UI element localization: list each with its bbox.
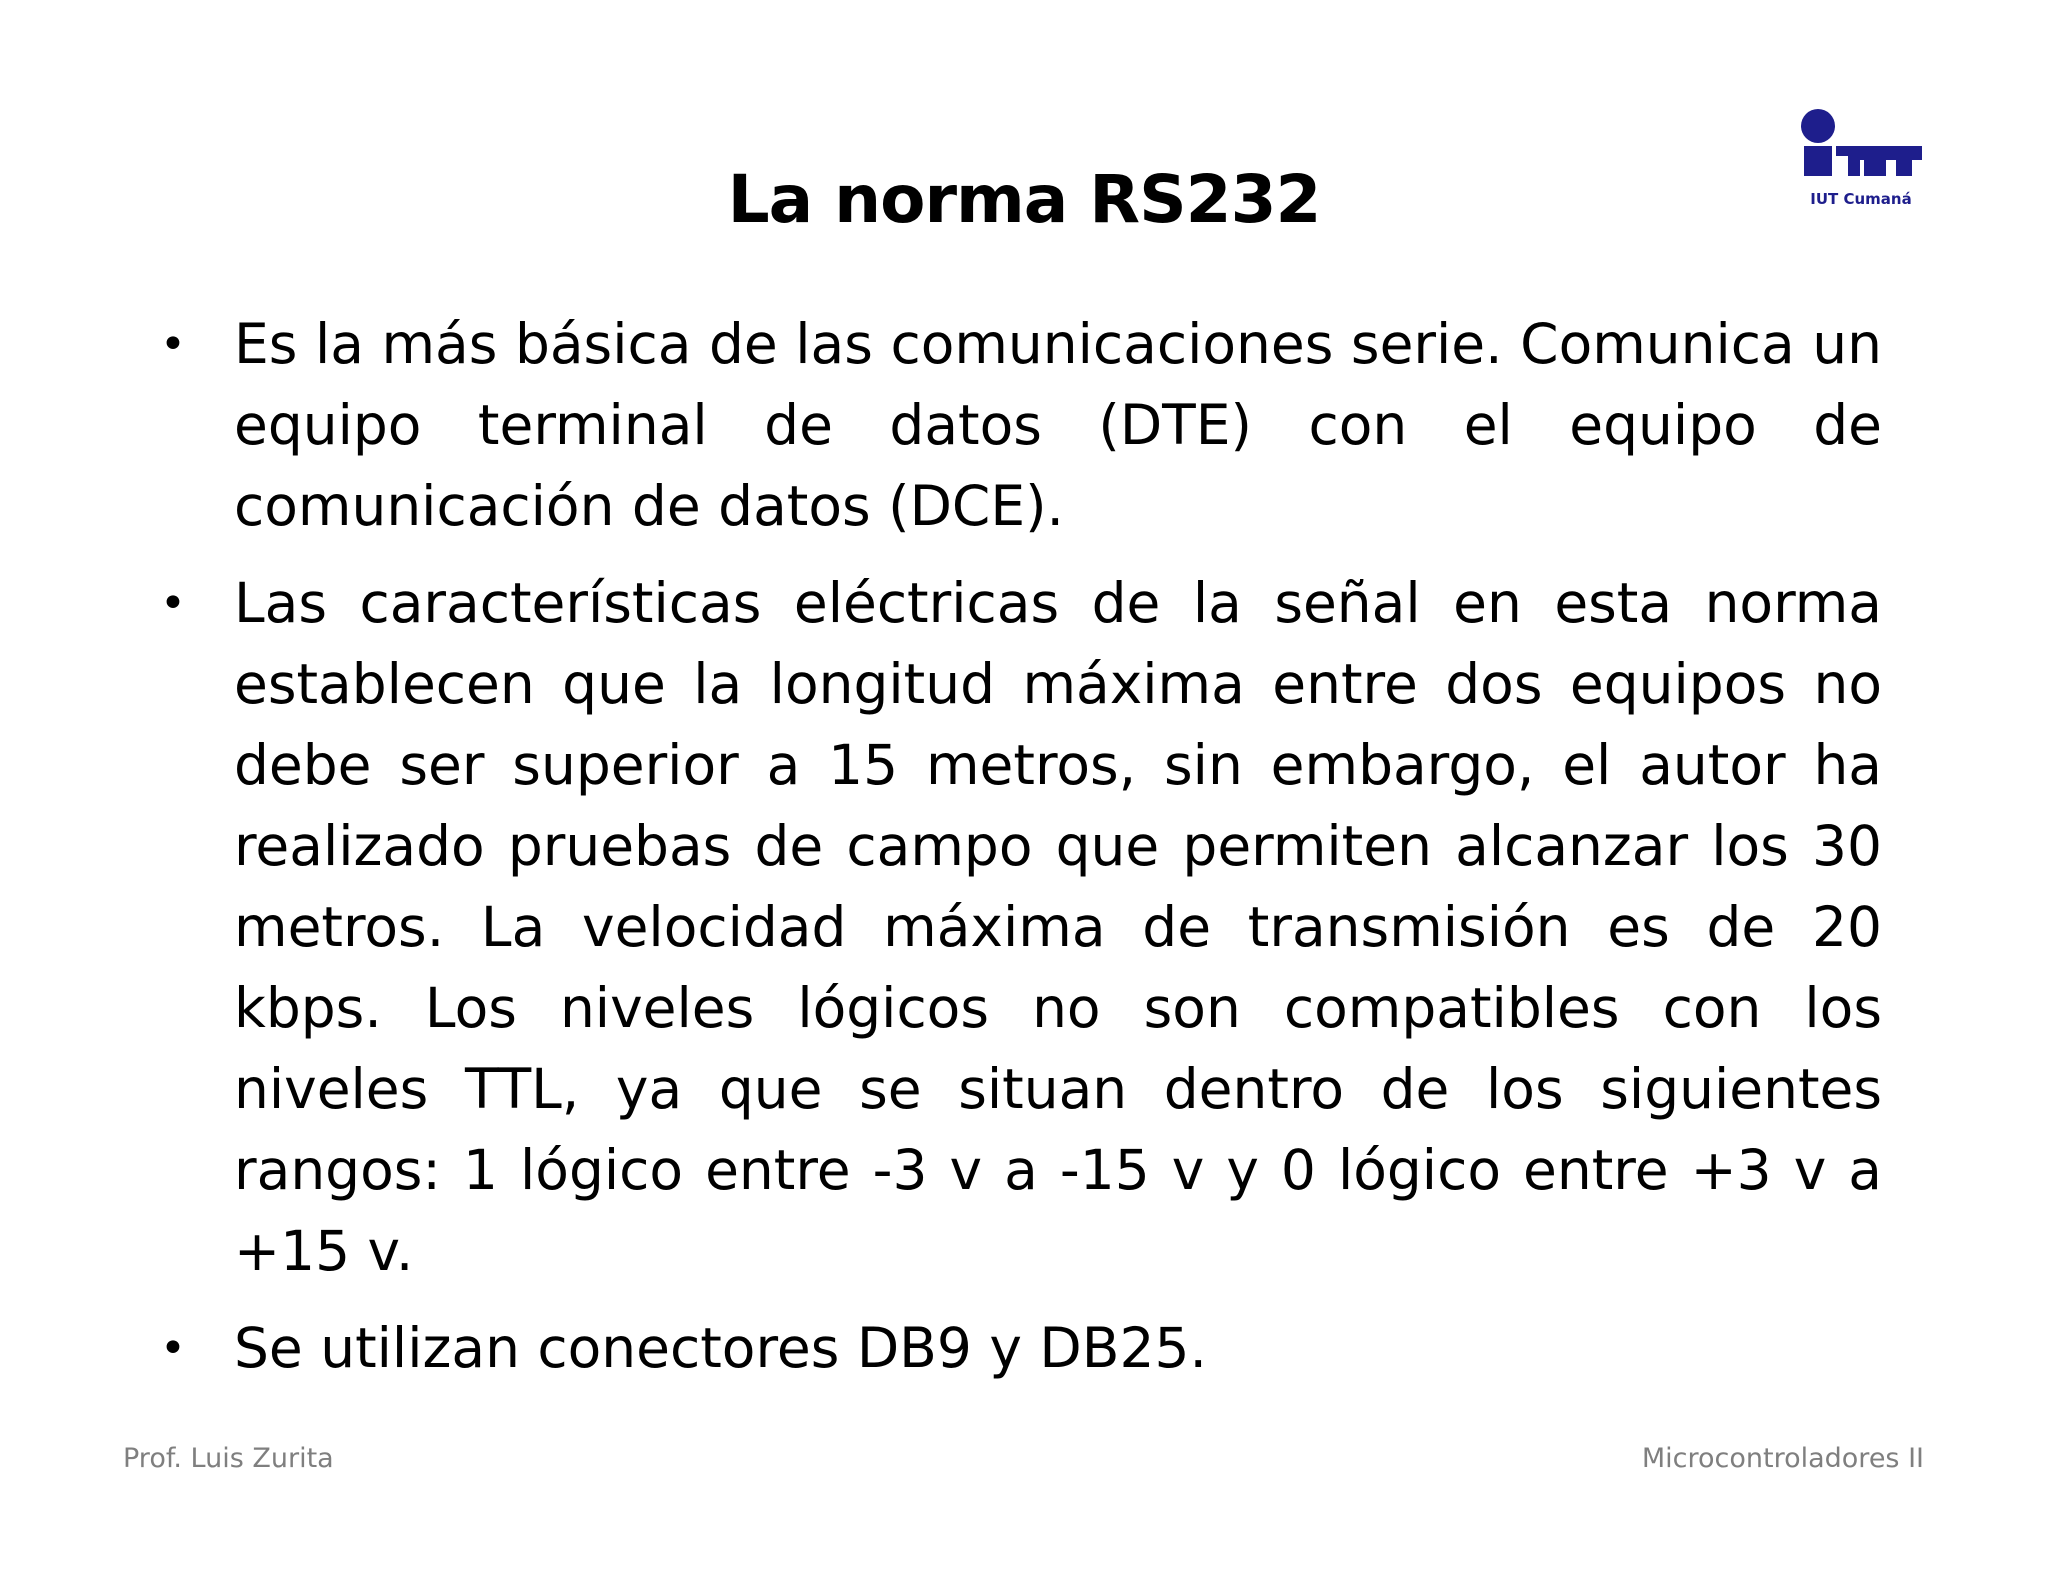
logo-caption: IUT Cumaná [1810, 190, 1912, 208]
iut-logo-icon [1800, 108, 1922, 188]
bullet-icon: • [160, 1323, 186, 1374]
bullet-list [160, 304, 1882, 1405]
iut-logo [1800, 108, 1922, 212]
bullet-item [160, 1308, 1882, 1389]
bullet-text: Se utilizan conectores DB9 y DB25. [234, 1316, 1207, 1380]
bullet-icon: • [160, 578, 186, 629]
footer-course: Microcontroladores II [1641, 1443, 1924, 1474]
bullet-text: Es la más básica de las comunicaciones serie. Comunica un equipo terminal de datos (DTE) con el equipo de comunicación de datos (DCE). [234, 312, 1882, 538]
slide-title: La norma RS232 [727, 161, 1321, 238]
footer-author: Prof. Luis Zurita [123, 1443, 334, 1474]
bullet-icon: • [160, 319, 186, 370]
bullet-item [160, 304, 1882, 547]
bullet-text: Las características eléctricas de la señal en esta norma establecen que la longitud máxima entre dos equipos no debe ser superior a 15 metros, sin embargo, el autor ha realizado pruebas de campo que permiten alcanzar los 30 metros. La velocidad máxima de transmisión es de 20 kbps. Los niveles lógicos no son compatibles con los niveles TTL, ya que se situan dentro de los siguientes rangos: 1 lógico entre -3 v a -15 v y 0 lógico entre +3 v a +15 v. [234, 571, 1882, 1283]
bullet-item [160, 563, 1882, 1292]
